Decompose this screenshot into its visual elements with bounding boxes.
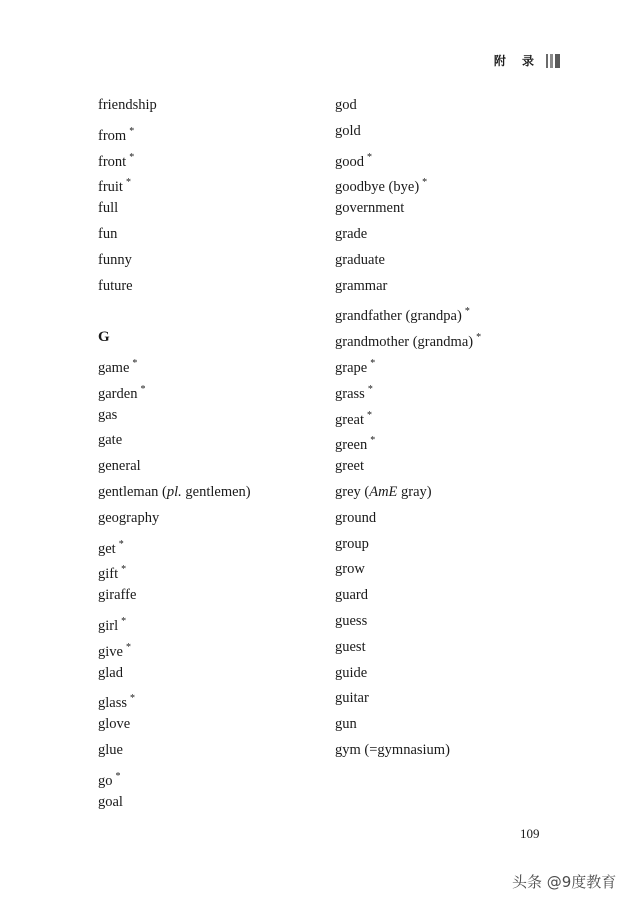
word-text: ground <box>335 509 377 526</box>
word-text: gate <box>98 432 123 449</box>
word-text: friendship <box>98 97 157 113</box>
word-text: goal <box>98 793 123 810</box>
word-text: green <box>335 437 368 454</box>
word-entry <box>335 583 481 609</box>
section-letter <box>98 325 251 351</box>
word-entry <box>335 222 481 248</box>
word-text: good <box>335 153 364 170</box>
word-entry <box>335 609 481 635</box>
word-text: funny <box>98 251 132 268</box>
star-marker: * <box>367 151 372 163</box>
word-text: full <box>98 200 119 217</box>
word-text: greet <box>335 458 364 475</box>
star-marker: * <box>125 641 131 653</box>
star-marker: * <box>422 177 428 189</box>
word-list-left-column <box>98 93 251 815</box>
word-text: grammar <box>335 277 388 294</box>
word-text: grandmother (grandma) <box>335 334 474 351</box>
word-entry <box>98 428 251 454</box>
word-entry <box>98 583 251 609</box>
word-entry <box>98 738 251 764</box>
word-entry <box>335 403 481 429</box>
word-entry <box>98 506 251 532</box>
star-marker: * <box>115 770 121 782</box>
word-text: graduate <box>335 251 385 268</box>
word-entry <box>335 377 481 403</box>
star-marker: * <box>464 306 470 318</box>
word-text: gift <box>98 566 119 583</box>
star-marker: * <box>132 357 138 369</box>
word-entry <box>335 635 481 661</box>
word-text: glove <box>98 716 131 733</box>
word-text: give <box>98 643 123 660</box>
word-entry <box>98 403 251 429</box>
word-text: guitar <box>335 690 369 707</box>
word-list-right-column <box>335 93 481 764</box>
word-text: giraffe <box>98 587 137 604</box>
word-entry <box>98 609 251 635</box>
header-title: 附 录 <box>493 54 540 68</box>
word-text: glad <box>98 664 123 681</box>
word-text: go <box>98 772 113 789</box>
star-marker: * <box>121 615 127 627</box>
word-text: general <box>98 458 141 475</box>
star-marker: * <box>129 151 135 163</box>
word-entry <box>335 532 481 558</box>
star-marker: * <box>129 125 135 137</box>
word-text: gun <box>335 716 357 733</box>
star-marker: * <box>370 435 376 447</box>
word-entry <box>335 428 481 454</box>
word-entry <box>98 170 251 196</box>
word-entry <box>335 93 481 119</box>
word-text: grey ( <box>335 483 370 500</box>
word-entry <box>98 119 251 145</box>
word-italic-note: pl. <box>166 483 182 500</box>
star-marker: * <box>140 383 146 395</box>
word-text: girl <box>98 617 119 634</box>
word-entry <box>335 248 481 274</box>
header-decoration-bars <box>546 54 560 68</box>
word-text: fun <box>98 225 118 242</box>
star-marker: * <box>366 409 372 421</box>
word-entry <box>98 790 251 816</box>
word-text: grow <box>335 561 365 578</box>
word-text: fruit <box>98 179 123 196</box>
word-text: group <box>335 535 369 552</box>
word-entry <box>98 764 251 790</box>
word-text: glue <box>98 741 123 758</box>
word-entry <box>335 170 481 196</box>
word-text: goodbye (bye) <box>335 179 420 196</box>
word-text: gym (=gymnasium) <box>335 741 450 758</box>
word-text: grape <box>335 359 368 376</box>
word-text: G <box>98 329 110 346</box>
word-text: gas <box>98 406 118 423</box>
word-entry <box>335 480 481 506</box>
word-entry <box>98 635 251 661</box>
word-entry <box>335 712 481 738</box>
word-entry <box>335 145 481 171</box>
word-entry <box>335 274 481 300</box>
word-entry <box>335 119 481 145</box>
word-text: gentleman ( <box>98 483 167 500</box>
word-suffix: gentlemen) <box>181 483 251 500</box>
word-text: grandfather (grandpa) <box>335 308 462 325</box>
word-entry <box>335 661 481 687</box>
word-entry <box>98 196 251 222</box>
watermark: 头条 @9度教育 <box>512 873 617 891</box>
word-text: from <box>98 127 127 144</box>
page-number: 109 <box>520 826 540 841</box>
word-text: grass <box>335 385 365 402</box>
word-text: god <box>335 97 357 113</box>
word-text: future <box>98 277 133 294</box>
word-entry <box>98 377 251 403</box>
word-suffix: gray) <box>397 483 432 500</box>
word-entry <box>98 93 251 119</box>
word-entry <box>335 325 481 351</box>
word-entry <box>98 480 251 506</box>
word-entry <box>98 248 251 274</box>
word-entry <box>98 532 251 558</box>
word-text: gold <box>335 122 361 139</box>
word-entry <box>335 454 481 480</box>
star-marker: * <box>370 357 376 369</box>
word-entry <box>335 351 481 377</box>
star-marker: * <box>125 177 131 189</box>
word-italic-note: AmE <box>369 483 398 500</box>
word-text: glass <box>98 695 127 712</box>
word-entry <box>98 222 251 248</box>
word-entry <box>98 557 251 583</box>
star-marker: * <box>118 538 124 550</box>
running-header <box>494 52 560 69</box>
word-text: get <box>98 540 116 557</box>
word-entry <box>98 274 251 300</box>
word-entry <box>98 712 251 738</box>
word-entry <box>335 299 481 325</box>
word-text: game <box>98 359 130 376</box>
star-marker: * <box>367 383 373 395</box>
word-entry <box>98 661 251 687</box>
word-text: government <box>335 200 405 217</box>
word-entry <box>98 686 251 712</box>
star-marker: * <box>130 693 135 705</box>
word-entry <box>98 145 251 171</box>
word-text: guest <box>335 638 366 655</box>
word-text: grade <box>335 225 368 242</box>
word-entry <box>335 686 481 712</box>
word-text: garden <box>98 385 138 402</box>
star-marker: * <box>476 332 482 344</box>
word-text: guide <box>335 664 368 681</box>
word-text: guard <box>335 587 369 604</box>
star-marker: * <box>121 564 127 576</box>
word-text: guess <box>335 612 368 629</box>
word-entry <box>335 738 481 764</box>
word-text: great <box>335 411 364 428</box>
word-entry <box>98 351 251 377</box>
word-entry <box>335 196 481 222</box>
word-entry <box>335 506 481 532</box>
blank-line <box>98 299 251 325</box>
word-text: front <box>98 153 127 170</box>
word-text: geography <box>98 509 160 526</box>
word-entry <box>98 454 251 480</box>
word-entry <box>335 557 481 583</box>
